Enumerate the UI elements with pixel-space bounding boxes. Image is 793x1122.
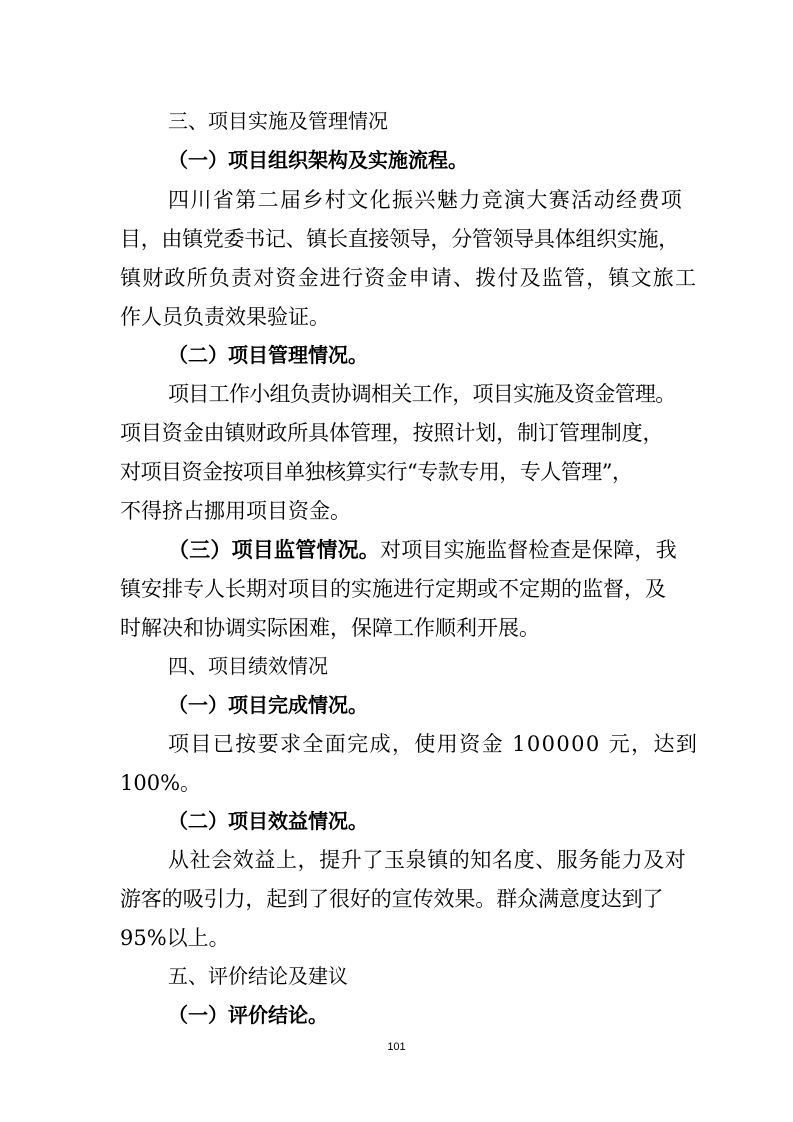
paragraph-line: 项目工作小组负责协调相关工作，项目实施及资金管理。 xyxy=(168,382,676,406)
section-heading-3: 三、项目实施及管理情况 xyxy=(168,109,388,133)
paragraph-line: 不得挤占挪用项目资金。 xyxy=(120,499,351,523)
paragraph-line: 时解决和协调实际困难，保障工作顺利开展。 xyxy=(120,616,540,640)
paragraph-line: 目，由镇党委书记、镇长直接领导，分管领导具体组织实施， xyxy=(120,227,679,251)
paragraph-line: 项目已按要求全面完成，使用资金 100000 元，达到 xyxy=(168,732,699,756)
paragraph-line: 镇财政所负责对资金进行资金申请、拨付及监管，镇文旅工 xyxy=(120,266,698,290)
subheading-5-1: （一）评价结论。 xyxy=(168,1003,328,1027)
section-heading-5: 五、评价结论及建议 xyxy=(168,964,348,988)
subheading-3-3: （三）项目监管情况。 xyxy=(168,538,380,562)
paragraph-line: 对项目资金按项目单独核算实行“专款专用，专人管理”， xyxy=(120,460,633,484)
subheading-4-2: （二）项目效益情况。 xyxy=(168,809,368,833)
page-number: 101 xyxy=(387,1041,406,1053)
paragraph-line: 作人员负责效果验证。 xyxy=(120,305,330,329)
section-heading-4: 四、项目绩效情况 xyxy=(168,654,328,678)
paragraph-line: 项目资金由镇财政所具体管理，按照计划，制订管理制度， xyxy=(120,421,664,445)
paragraph-line: 游客的吸引力，起到了很好的宣传效果。群众满意度达到了 xyxy=(120,887,664,911)
subheading-4-1: （一）项目完成情况。 xyxy=(168,693,368,717)
paragraph-line: 95%以上。 xyxy=(120,926,230,950)
paragraph-line: 从社会效益上，提升了玉泉镇的知名度、服务能力及对 xyxy=(168,848,687,872)
paragraph-text: 对项目实施监督检查是保障，我 xyxy=(380,538,677,562)
subheading-3-2: （二）项目管理情况。 xyxy=(168,343,368,367)
subheading-3-1: （一）项目组织架构及实施流程。 xyxy=(168,148,468,172)
paragraph-line: 镇安排专人长期对项目的实施进行定期或不定期的监督，及 xyxy=(120,577,666,601)
paragraph-line xyxy=(168,535,677,565)
paragraph-line: 四川省第二届乡村文化振兴魅力竞演大赛活动经费项 xyxy=(168,188,684,212)
paragraph-line: 100%。 xyxy=(120,771,202,795)
